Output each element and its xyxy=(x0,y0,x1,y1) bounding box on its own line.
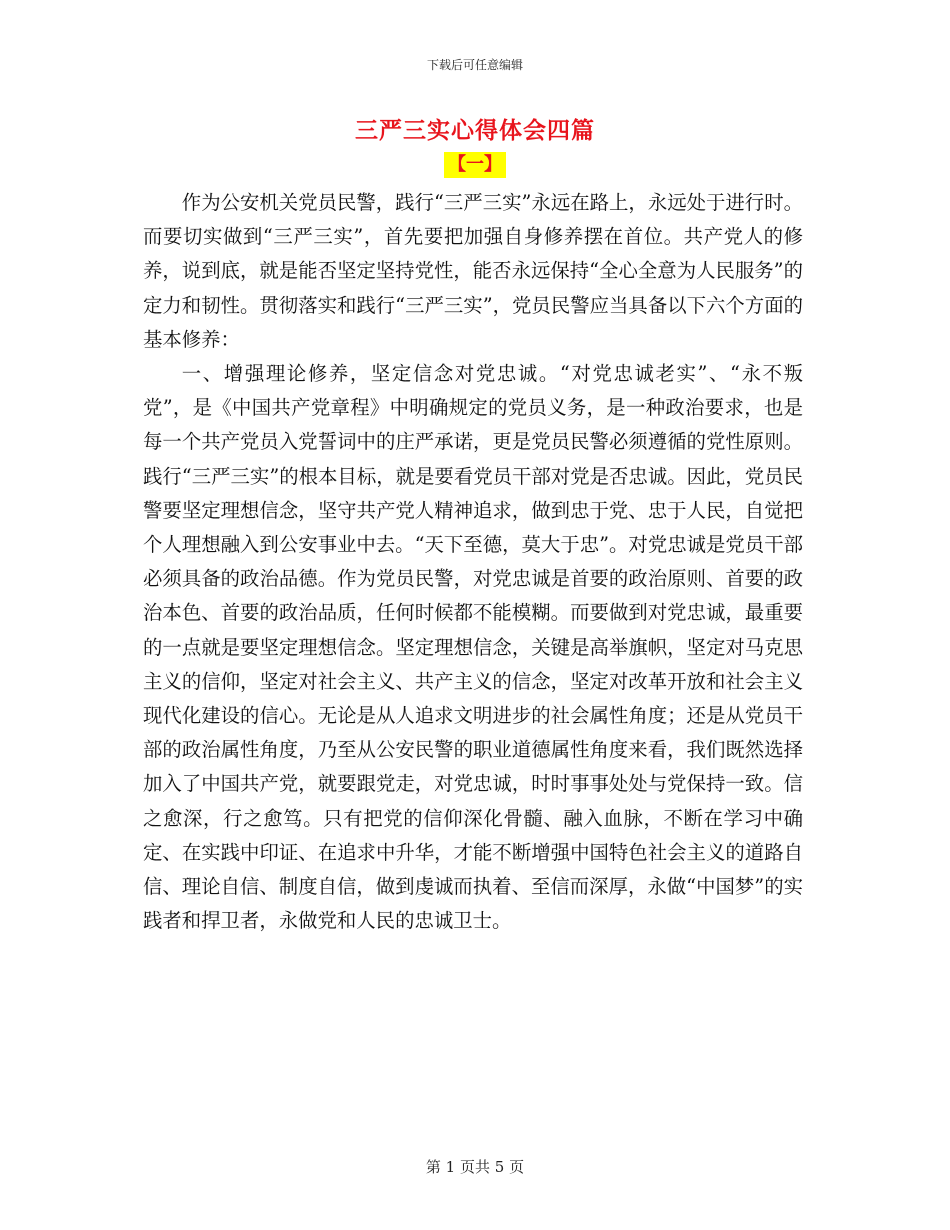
document-title: 三严三实心得体会四篇 xyxy=(355,118,595,144)
document-body xyxy=(143,186,803,938)
section-marker-wrap xyxy=(0,152,950,178)
page-number: 第 1 页共 5 页 xyxy=(425,1158,525,1176)
paragraph-intro: 作为公安机关党员民警，践行“三严三实”永远在路上，永远处于进行时。而要切实做到“三严三实”，首先要把加强自身修养摆在首位。共产党人的修养，说到底，就是能否坚定坚持党性，能否永远保持“全心全意为人民服务”的定力和韧性。贯彻落实和践行“三严三实”，党员民警应当具备以下六个方面的基本修养： xyxy=(143,191,803,351)
header-note: 下载后可任意编辑 xyxy=(426,58,523,72)
paragraph-point-one: 一、增强理论修养，坚定信念对党忠诚。“对党忠诚老实”、“永不叛党”，是《中国共产党章程》中明确规定的党员义务，是一种政治要求，也是每一个共产党员入党誓词中的庄严承诺，更是党员民警必须遵循的党性原则。践行“三严三实”的根本目标，就是要看党员干部对党是否忠诚。因此，党员民警要坚定理想信念，坚守共产党人精神追求，做到忠于党、忠于人民，自觉把个人理想融入到公安事业中去。“天下至德，莫大于忠”。对党忠诚是党员干部必须具备的政治品德。作为党员民警，对党忠诚是首要的政治原则、首要的政治本色、首要的政治品质，任何时候都不能模糊。而要做到对党忠诚，最重要的一点就是要坚定理想信念。坚定理想信念，关键是高举旗帜，坚定对马克思主义的信仰，坚定对社会主义、共产主义的信念，坚定对改革开放和社会主义现代化建设的信心。无论是从人追求文明进步的社会属性角度；还是从党员干部的政治属性角度，乃至从公安民警的职业道德属性角度来看，我们既然选择加入了中国共产党，就要跟党走，对党忠诚，时时事事处处与党保持一致。信之愈深，行之愈笃。只有把党的信仰深化骨髓、融入血脉，不断在学习中确定、在实践中印证、在追求中升华，才能不断增强中国特色社会主义的道路自信、理论自信、制度自信，做到虔诚而执着、至信而深厚，永做“中国梦”的实践者和捍卫者，永做党和人民的忠诚卫士。 xyxy=(143,362,803,933)
section-marker: 【一】 xyxy=(444,152,506,178)
